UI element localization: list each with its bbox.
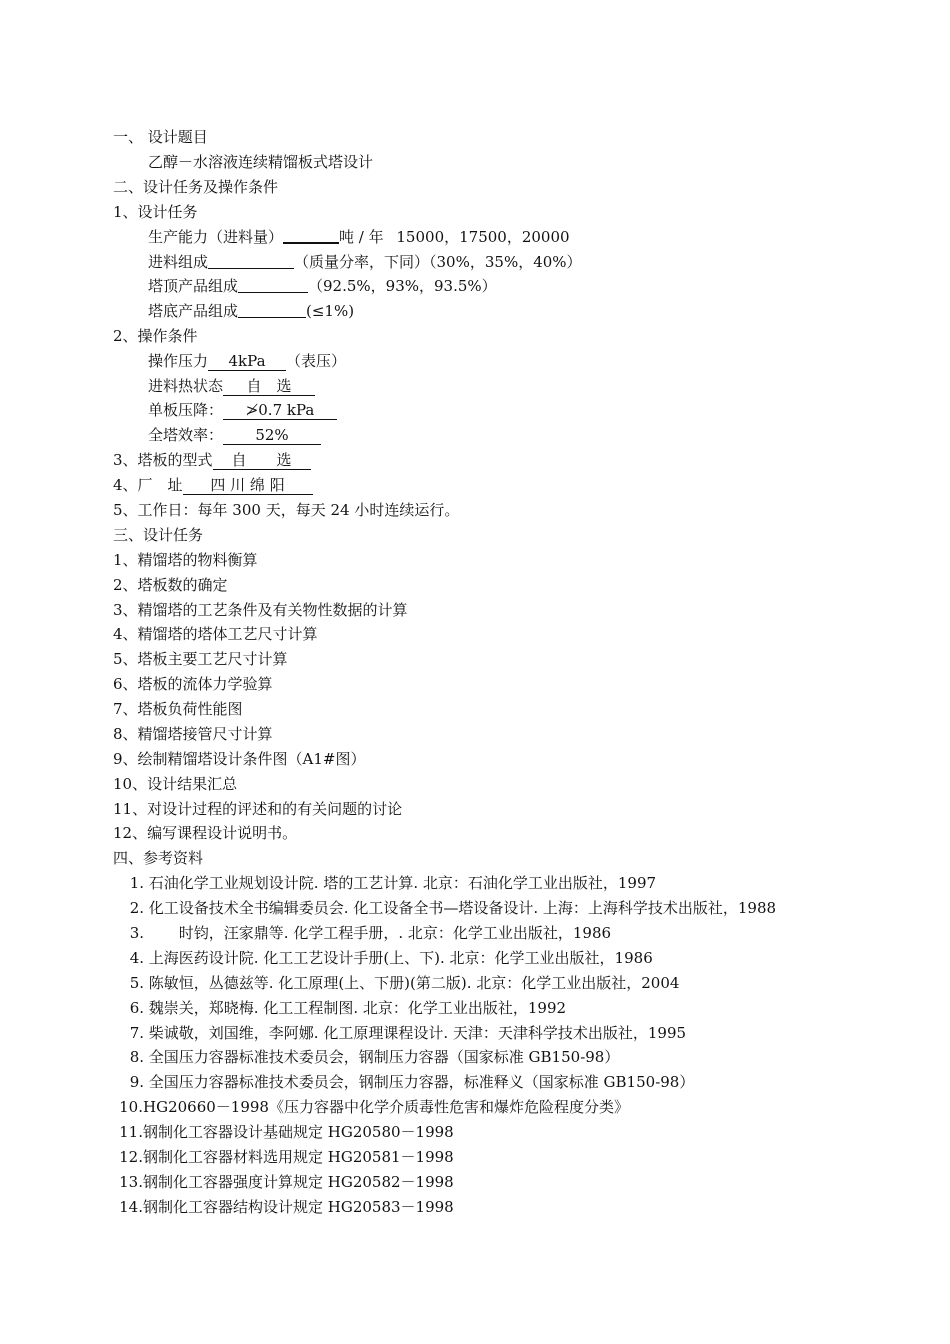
reference-item <box>116 996 566 1020</box>
task-item: 9、绘制精馏塔设计条件图（A1#图） <box>113 750 366 768</box>
reference-text: 钢制化工容器设计基础规定 HG20580－1998 <box>143 1123 454 1141</box>
reference-number: 7. <box>129 1024 144 1042</box>
reference-text: 全国压力容器标准技术委员会，钢制压力容器（国家标准 GB150-98） <box>148 1048 620 1066</box>
design-title: 乙醇－水溶液连续精馏板式塔设计 <box>148 153 374 171</box>
task-item: 5、塔板主要工艺尺寸计算 <box>113 650 288 668</box>
reference-text: 钢制化工容器结构设计规定 HG20583－1998 <box>143 1198 454 1216</box>
reference-number: 8. <box>129 1048 144 1066</box>
reference-text: 上海医药设计院. 化工工艺设计手册(上、下). 北京：化学工业出版社，1986 <box>148 949 653 967</box>
reference-text: 全国压力容器标准技术委员会，钢制压力容器，标准释义（国家标准 GB150-98） <box>148 1073 695 1091</box>
bottom-values: (≤1%) <box>306 302 355 320</box>
task-item: 3、精馏塔的工艺条件及有关物性数据的计算 <box>113 601 408 619</box>
reference-text: 钢制化工容器材料选用规定 HG20581－1998 <box>143 1148 454 1166</box>
feed-blank <box>208 252 294 269</box>
reference-number: 1. <box>129 874 144 892</box>
bottom-product-line <box>148 299 354 323</box>
reference-text: 魏崇关，郑晓梅. 化工工程制图. 北京：化学工业出版社，1992 <box>148 999 567 1017</box>
pressure-line <box>148 349 346 373</box>
capacity-label: 生产能力（进料量） <box>148 228 284 246</box>
conditions-heading: 2、操作条件 <box>113 327 198 345</box>
reference-item <box>116 946 653 970</box>
task-item: 10、设计结果汇总 <box>113 775 238 793</box>
reference-number: 2. <box>129 899 144 917</box>
efficiency-value: 52% <box>223 427 321 445</box>
top-product-line <box>148 274 497 298</box>
site-value: 四 川 绵 阳 <box>183 477 313 495</box>
top-values: （92.5%，93%，93.5%） <box>308 277 497 295</box>
plate-drop-label: 单板压降： <box>148 401 224 419</box>
reference-number: 9. <box>129 1073 144 1091</box>
capacity-blank <box>283 226 339 244</box>
reference-item <box>116 1095 629 1119</box>
task-item: 7、塔板负荷性能图 <box>113 700 243 718</box>
task-item: 12、编写课程设计说明书。 <box>113 824 298 842</box>
task-item: 11、对设计过程的评述和的有关问题的讨论 <box>113 800 403 818</box>
task-item: 4、精馏塔的塔体工艺尺寸计算 <box>113 625 318 643</box>
reference-number: 14. <box>119 1198 143 1216</box>
reference-text: 石油化学工业规划设计院. 塔的工艺计算. 北京：石油化学工业出版社，1997 <box>148 874 657 892</box>
section-4-heading: 四、参考资料 <box>113 849 204 867</box>
section-1-heading: 一、 设计题目 <box>113 128 208 146</box>
reference-item <box>116 871 656 895</box>
plate-type-label: 3、塔板的型式 <box>113 451 213 469</box>
section-2-heading: 二、设计任务及操作条件 <box>113 178 279 196</box>
workdays-line: 5、工作日：每年 300 天，每天 24 小时连续运行。 <box>113 501 460 519</box>
reference-item <box>116 921 611 945</box>
pressure-note: （表压） <box>286 352 347 370</box>
feed-state-label: 进料热状态 <box>148 377 224 395</box>
efficiency-label: 全塔效率： <box>148 426 224 444</box>
task-item: 2、塔板数的确定 <box>113 576 228 594</box>
pressure-value: 4kPa <box>208 353 286 371</box>
site-label: 4、厂 址 <box>113 476 183 494</box>
task-heading: 1、设计任务 <box>113 203 198 221</box>
reference-text: 柴诚敬，刘国维，李阿娜. 化工原理课程设计. 天津：天津科学技术出版社，1995 <box>148 1024 687 1042</box>
feed-label: 进料组成 <box>148 253 209 271</box>
reference-item <box>116 1145 454 1169</box>
plate-drop-value: ≯0.7 kPa <box>223 402 337 420</box>
reference-text: HG20660－1998《压力容器中化学介质毒性危害和爆炸危险程度分类》 <box>143 1098 629 1116</box>
reference-number: 6. <box>129 999 144 1017</box>
feed-state-value: 自 选 <box>223 378 315 396</box>
reference-number: 3. <box>129 924 144 942</box>
task-item: 1、精馏塔的物料衡算 <box>113 551 258 569</box>
reference-item <box>116 1195 454 1219</box>
capacity-line <box>148 225 570 249</box>
reference-number: 10. <box>119 1098 143 1116</box>
efficiency-line <box>148 423 321 447</box>
reference-item <box>116 896 776 920</box>
reference-number: 5. <box>129 974 144 992</box>
reference-item <box>116 1070 694 1094</box>
reference-item <box>116 1045 619 1069</box>
reference-text: 钢制化工容器强度计算规定 HG20582－1998 <box>143 1173 454 1191</box>
reference-item <box>116 971 679 995</box>
feed-composition-line <box>148 250 582 274</box>
top-blank <box>238 276 308 293</box>
plate-pressure-drop-line <box>148 398 337 422</box>
top-label: 塔顶产品组成 <box>148 277 239 295</box>
section-3-heading: 三、设计任务 <box>113 526 204 544</box>
capacity-values: 15000，17500，20000 <box>396 228 570 246</box>
reference-text: 陈敏恒，丛德兹等. 化工原理(上、下册)(第二版). 北京：化学工业出版社，2004 <box>148 974 680 992</box>
site-line <box>113 473 313 497</box>
task-item: 6、塔板的流体力学验算 <box>113 675 273 693</box>
reference-text: 时钧，汪家鼎等. 化学工程手册，. 北京：化学工业出版社，1986 <box>148 924 612 942</box>
feed-values: （质量分率，下同）（30%，35%，40%） <box>294 253 582 271</box>
capacity-unit: 吨 / 年 <box>339 228 384 246</box>
reference-number: 11. <box>119 1123 143 1141</box>
reference-number: 12. <box>119 1148 143 1166</box>
plate-type-line <box>113 448 311 472</box>
pressure-label: 操作压力 <box>148 352 209 370</box>
reference-item <box>116 1170 454 1194</box>
reference-number: 4. <box>129 949 144 967</box>
reference-number: 13. <box>119 1173 143 1191</box>
task-item: 8、精馏塔接管尺寸计算 <box>113 725 273 743</box>
reference-item <box>116 1120 454 1144</box>
reference-text: 化工设备技术全书编辑委员会. 化工设备全书—塔设备设计. 上海：上海科学技术出版社，1988 <box>148 899 777 917</box>
feed-state-line <box>148 374 315 398</box>
plate-type-value: 自 选 <box>213 452 311 470</box>
reference-item <box>116 1021 686 1045</box>
bottom-blank <box>238 301 306 318</box>
bottom-label: 塔底产品组成 <box>148 302 239 320</box>
